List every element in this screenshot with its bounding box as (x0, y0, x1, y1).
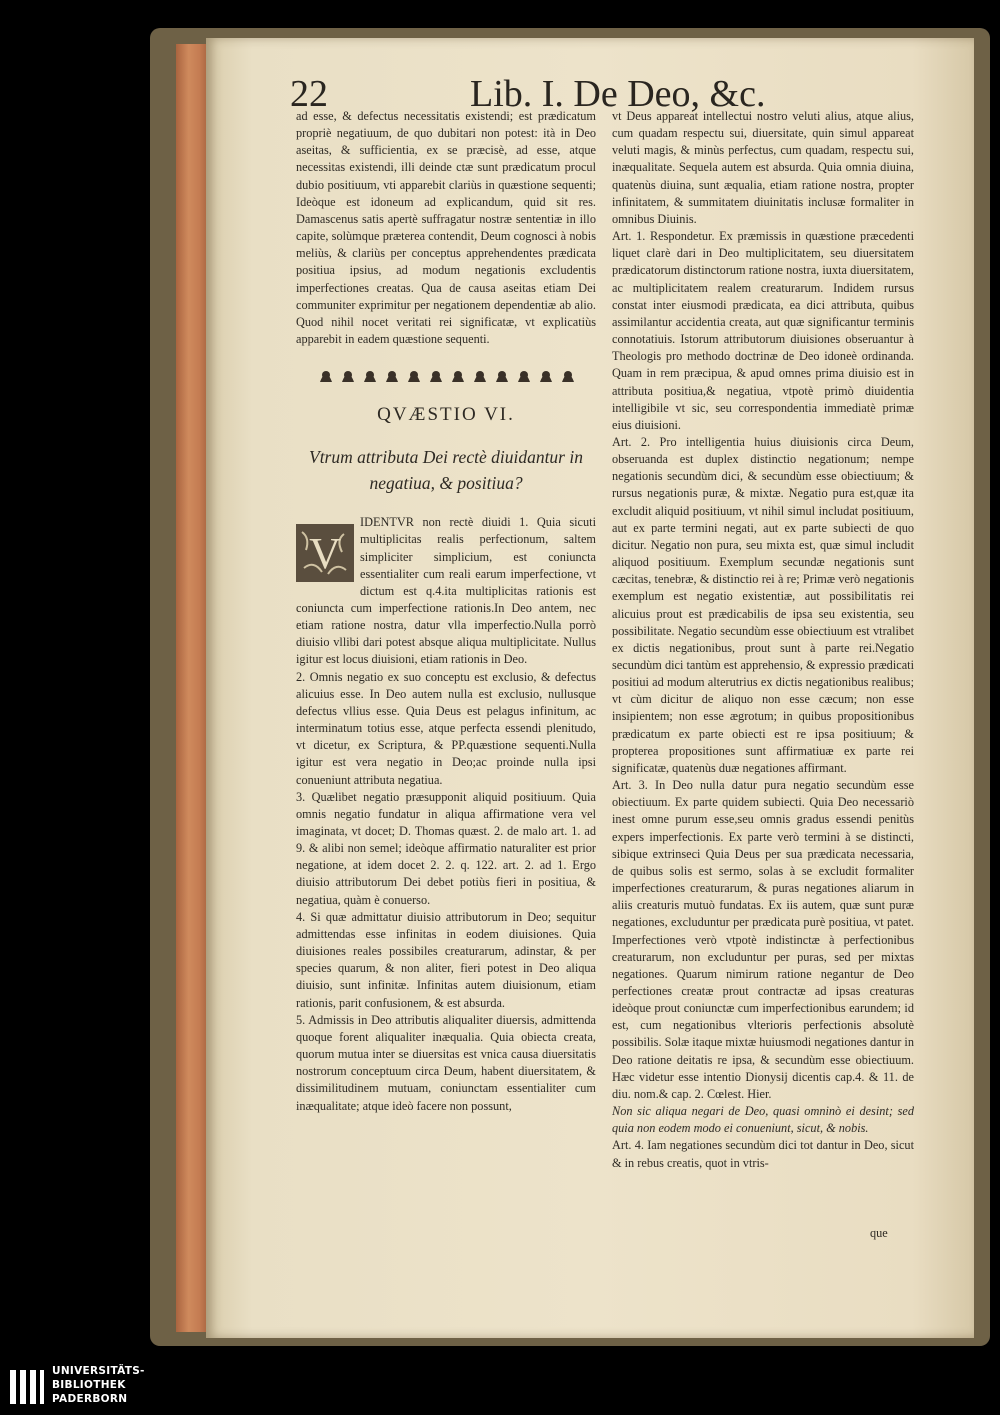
paragraph-1: IDENTVR non rectè diuidi 1. Quia sicuti multiplicitas realis perfectionum, saltem simpliciter simplicium, est coniuncta essentialiter cum reali earum imperfectione, vt dictum est q.4.ita multiplicitas rationis est coniuncta cum imperfectione rationis.In Deo antem, nec etiam ratione nostra, datur vlla imperfectio.Nulla porrò diuisio vllibi dari potest absque aliqua multiplicitate. Nullus igitur est locus diuisioni, etiam rationis in Deo. (296, 515, 596, 667)
running-title: Lib. I. De Deo, &c. (470, 73, 766, 115)
decorated-initial (296, 524, 354, 582)
article-2: Art. 2. Pro intelligentia huius diuisionis circa Deum, obseruanda est duplex distinctio negationum; nempe negationis secundùm dici, & secundùm esse obiectiuum; & rursus negationis puræ, & mixtæ. Negatio pura est,quæ ita excludit aliquid positiuum, vt nihil simul includat positiuum, aut ex parte termini negati, aut ex parte subiecti de quo dicitur. Negatio non pura, seu mixta est, quæ simul includit aliquod positiuum. Exemplum secundæ negationis sunt cæcitas, tenebræ, & distinctio rei à re; Primæ verò negationis exemplum est negatio existentiæ, aut possibilitatis rei alicuius prout est prædicabilis de ipsa seu existentia, seu possibilitate. Negatio secundùm esse obiectiuum est vtralibet ex dictis negationibus, prout sunt à parte rei.Negatio secundùm dici tantùm est apprehensio, & expressio prædicati positiui ad modum alterutrius ex dictis negationibus realibus; vt cùm dicitur de aliquo non esse cæcum; non esse insipientem; non esse ægrotum; in quibus propositionibus prædicatum ex parte obiecti est re ipsa positiuum; & propterea propositiones sunt affirmatiuæ ex parte rei significatæ, quatenùs duæ negationes affirmant. (612, 434, 914, 775)
article-4: Art. 4. Iam negationes secundùm dici tot dantur in Deo, sicut & in rebus creatis, quot in vtris- (612, 1138, 914, 1170)
catchword: que (870, 1226, 888, 1240)
article-1: Art. 1. Respondetur. Ex præmissis in quæstione præcedenti liquet clarè dari in Deo multiplicitatem, seu diuersitatem prædicatorum distinctorum ratione nostra, iuxta diuersitatem, ac multiplicitatem realem creaturarum. Indidem rursus constat inter eiusmodi prædicata, ea dici attributa, quibus assimilantur accidentia creata, aut quæ significantur terminis connotatiuis. Istorum attributorum diuisiones obseruantur à Theologis pro methodo doctrinæ de Deo idoneè ordinanda. Quam in rem præcipua, & apud omnes prima diuisio est in attributa positiua,& negatiua, vtpotè primò diuidentia intelligibile vt sic, seu correspondentia immediatè primæ eius diuisioni. (612, 229, 914, 432)
paragraph-5: 5. Admissis in Deo attributis aliqualiter diuersis, admittenda quoque forent aliqualiter inæqualia. Quia obiecta creata, quorum mutua inter se diuersitas est vnica causa diuersitatis nostrorum conceptuum circa Deum, habent diuersitatem, & dissimilitudinem mutuam, coniunctam essentialiter cum inæqualitate; atque ideò facere non possunt, (296, 1012, 596, 1113)
question-subtitle: Vtrum attributa Dei rectè diuidantur in negatiua, & positiua? (309, 447, 583, 494)
right-intro-paragraph: vt Deus appareat intellectui nostro veluti alius, atque alius, cum quadam respectu sui, diuersitate, quin simul appareat veluti magis, & minùs perfectus, cum quadam, respectu sui, inæqualitate. Sequela autem est absurda. Quia omnia diuina, quatenùs diuina, sunt æqualia, etiam ratione nostra, propter infinitatem, & summitatem diuinitatis inclusæ formaliter in omnibus Diuinis. (612, 109, 914, 226)
fleuron-row-icon (316, 362, 576, 388)
paragraph-3: 3. Quælibet negatio præsupponit aliquid positiuum. Quia omnis negatio fundatur in aliqua affirmatione vera vel imaginata, vt docet; D. Thomas quæst. 2. de malo art. 1. ad 9. & alibi non semel; ideòque affirmatio naturaliter est prior negatione, at idem docet 2. 2. q. 122. art. 2. ad 1. Ergo diuisio attributorum Dei debet potiùs fieri in positiua, & negatiua, quàm è conuerso. (296, 789, 596, 907)
initial-letter-v-icon (296, 524, 354, 582)
watermark-line-1: UNIVERSITÄTS- (52, 1365, 145, 1377)
article-3: Art. 3. In Deo nulla datur pura negatio secundùm esse obiectiuum. Ex parte quidem subiecti. Quia Deo necessariò inest omne purum esse,seu omnis gradus essendi penitùs expers imperfectionis. Ex parte verò termini à se distincti, sibique extrinseci Quia Deus per sua prædicata necessaria, de quibus solis est sermo, solas à se excludit formaliter imperfectiones creaturarum, & puras negationes aliarum in aliis creaturis mutuò fundatas. Ex iis autem, quæ sunt puræ negationes, excluduntur per prædicata purè positiua, vt patet. Imperfectiones verò vtpotè indistinctæ à perfectionibus creaturarum, non excluduntur per puras, sed per mixtas negationes. Quarum nimirum ratione negantur de Deo perfectiones creatæ prout contractæ ad ipsas creaturas ideòque prout coniunctæ cum imperfectionibus earundem; id est, cum negationibus vlterioris perfectionis absolutè possibilis. Solæ itaque mixtæ huiusmodi negationes dantur in Deo ratione deitatis re ipsa, & secundùm esse obiectiuum. Hæc videtur esse intentio Dionysij dicentis cap.4. & 11. de diu. nom.& cap. 2. Cœlest. Hier. (612, 778, 914, 1101)
question-heading: QVÆSTIO VI. (377, 404, 515, 426)
left-column (296, 108, 596, 1323)
library-logo-icon (8, 1366, 46, 1408)
paragraph-2: 2. Omnis negatio ex suo conceptu est exclusio, & defectus alicuius esse. In Deo autem nulla est exclusio, nullusque defectus vllius esse. Quia Deus est pelagus infinitum, ac interminatum totius esse, atque perfecta essendi plenitudo, vt dicetur, ex Scriptura, & PP.quæstione sequenti.Nulla igitur est vera negatio in Deo;ac proinde nulla ipsi conueniunt attributa negatiua. (296, 669, 596, 787)
watermark-line-2: BIBLIOTHEK (52, 1379, 126, 1391)
library-watermark (0, 1362, 160, 1412)
ornament-band (296, 360, 596, 390)
dionysius-quote: Non sic aliqua negari de Deo, quasi omninò ei desint; sed quia non eodem modo ei conueniunt, sicut, & nobis. (612, 1104, 914, 1136)
right-column (612, 108, 914, 1323)
watermark-line-3: PADERBORN (52, 1393, 128, 1405)
left-intro-paragraph: ad esse, & defectus necessitatis existendi; est prædicatum propriè negatiuum, de quo dubitari non potest: ità in Deo aseitas, & sufficientia, ex se præcisè, ad esse, atque necessitas existendi, illi deinde ctæ sunt prædicatum procul dubio positiuum, vti apparebit clariùs in quæstione sequenti; Ideòque est idoneum ad explicandum, quid sit res. Damascenus satis apertè suffragatur nostræ sententiæ in illo capite, solùmque præterea contendit, Deum cognosci à nobis meliùs, & clariùs per conceptus apprehendentes prædicata positiua ipsius, ad modum negationis excludentis imperfectiones creatas. Qua de causa aseitas etiam Dei communiter exprimitur per negationem dependentiæ ab alio. Quod nihil nocet veritati rei significatæ, vt explicatiùs apparebit in eadem quæstione sequenti. (296, 109, 596, 347)
svg-text:V: V (309, 529, 341, 579)
paragraph-4: 4. Si quæ admittatur diuisio attributorum in Deo; sequitur admittendas esse infinitas in eodem diuisiones. Quia diuisiones reales possibiles creaturarum, adinstar, & per species quarum, & non aliter, fieri potest in Deo aliqua diuisio, sunt infinitæ. Infinitas autem diuisionum, etiam rationis, parit confusionem, & est absurda. (296, 909, 596, 1010)
page-number: 22 (290, 73, 328, 115)
